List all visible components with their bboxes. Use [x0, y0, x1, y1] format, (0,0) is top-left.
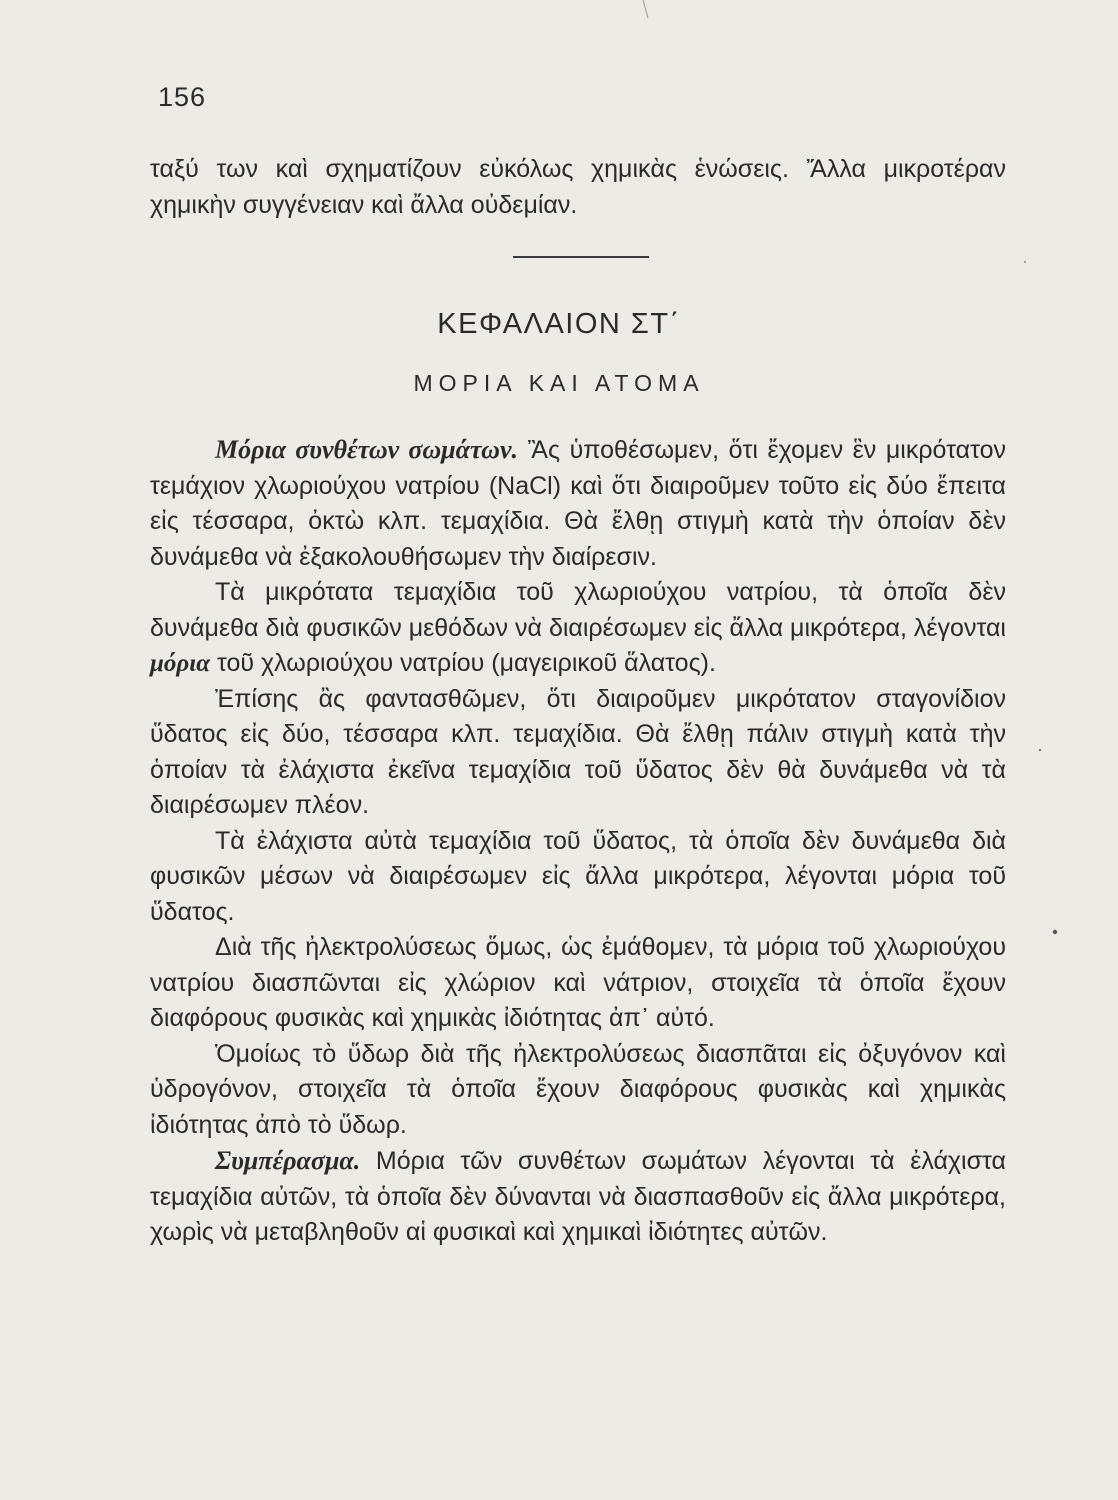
section-divider: [513, 256, 649, 258]
paragraph-text: Μόρια τῶν συνθέτων σωμάτων λέγονται τὰ ἐλάχιστα τεμαχίδια αὐτῶν, τὰ ὁποῖα δὲν δύνανται νὰ διασπασθοῦν εἰς ἄλλα μικρότερα, χωρὶς νὰ μεταβληθοῦν αἱ φυσικαὶ καὶ χημικαὶ ἰδιότητες αὐτῶν.: [150, 1147, 1006, 1246]
intro-paragraph: ταξύ των καὶ σχηματίζουν εὐκόλως χημικὰς ἑνώσεις. Ἄλλα μικροτέραν χημικὴν συγγένειαν καὶ ἄλλα οὐδεμίαν.: [150, 155, 1006, 219]
ink-speck: [1024, 261, 1026, 263]
paragraph-water-molecules: Τὰ ἐλάχιστα αὐτὰ τεμαχίδια τοῦ ὕδατος, τὰ ὁποῖα δὲν δυνάμεθα διὰ φυσικῶν μέσων νὰ διαιρέσωμεν εἰς ἄλλα μικρότερα, λέγονται μόρια τοῦ ὕδατος.: [150, 826, 1006, 926]
paper-mark: [643, 0, 648, 18]
page-number: 156: [158, 82, 207, 112]
paragraph-conclusion: [150, 1143, 1006, 1251]
paragraph-electrolysis-salt: Διὰ τῆς ἠλεκτρολύσεως ὅμως, ὡς ἐμάθομεν, τὰ μόρια τοῦ χλωριούχου νατρίου διασπῶνται εἰς χλώριον καὶ νάτριον, στοιχεῖα τὰ ὁποῖα ἔχουν διαφόρους φυσικὰς καὶ χημικὰς ἰδιότητας ἀπ᾽ αὐτό.: [150, 933, 1006, 1032]
paragraph-salt-molecules: [150, 575, 1006, 682]
paragraph-text: Τὰ μικρότατα τεμαχίδια τοῦ χλωριούχου νατρίου, τὰ ὁποῖα δὲν δυνάμεθα διὰ φυσικῶν μεθόδων νὰ διαιρέσωμεν εἰς ἄλλα μικρότερα, λέγονται: [150, 578, 1006, 642]
paragraph-electrolysis-water: Ὁμοίως τὸ ὕδωρ διὰ τῆς ἠλεκτρολύσεως διασπᾶται εἰς ὀξυγόνον καὶ ὑδρογόνον, στοιχεῖα τὰ ὁποῖα ἔχουν διαφόρους φυσικὰς καὶ χημικὰς ἰδιότητας ἀπὸ τὸ ὕδωρ.: [150, 1039, 1006, 1139]
paragraph-run-in-heading: Μόρια συνθέτων σωμάτων.: [215, 435, 519, 464]
paragraph-molecules-compounds: [150, 432, 1006, 575]
ink-speck: [1039, 749, 1041, 751]
chapter-title: ΚΕΦΑΛΑΙΟΝ ΣΤ΄: [437, 308, 681, 340]
ink-speck: [1053, 930, 1057, 934]
body-text: [150, 432, 1006, 1251]
paragraph-water-droplet: Ἐπίσης ἂς φαντασθῶμεν, ὅτι διαιροῦμεν μικρότατον σταγονίδιον ὕδατος εἰς δύο, τέσσαρα κλπ. τεμαχίδια. Θὰ ἔλθῃ πάλιν στιγμὴ κατὰ τὴν ὁποίαν τὰ ἐλάχιστα ἐκεῖνα τεμαχίδια τοῦ ὕδατος δὲν θὰ δυνάμεθα νὰ τὰ διαιρέσωμεν πλέον.: [150, 684, 1006, 819]
intro-paragraph-block: [150, 152, 1006, 223]
paragraph-text: Ἂς ὑποθέσωμεν, ὅτι ἔχομεν ἓν μικρότατον τεμάχιον χλωριούχου νατρίου (NaCl) καὶ ὅτι διαιροῦμεν τοῦτο εἰς δύο ἔπειτα εἰς τέσσαρα, ὀκτὼ κλπ. τεμαχίδια. Θὰ ἔλθῃ στιγμὴ κατὰ τὴν ὁποίαν δὲν δυνάμεθα νὰ ἐξακολουθήσωμεν τὴν διαίρεσιν.: [150, 436, 1006, 571]
section-title: ΜΟΡΙΑ ΚΑΙ ΑΤΟΜΑ: [413, 370, 705, 396]
paragraph-run-in-heading: Συμπέρασμα.: [215, 1146, 361, 1175]
emphasized-term: μόρια: [150, 650, 211, 677]
paragraph-text: τοῦ χλωριούχου νατρίου (μαγειρικοῦ ἅλατος).: [210, 649, 716, 677]
